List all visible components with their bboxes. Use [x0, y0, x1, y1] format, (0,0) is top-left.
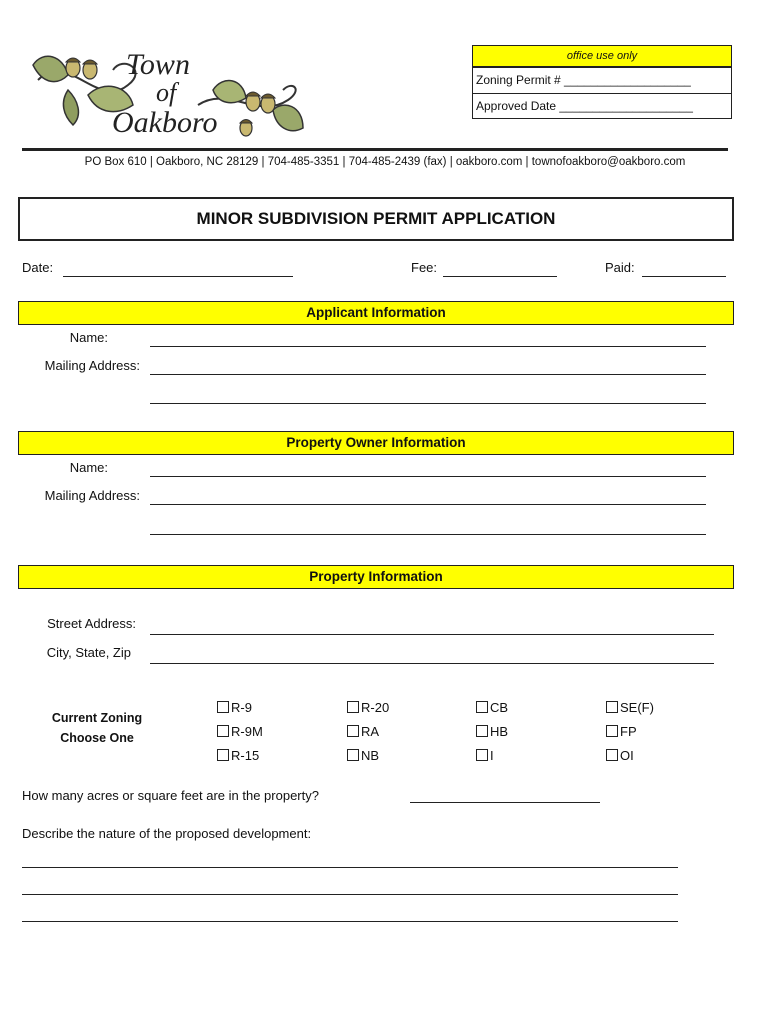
applicant-name-label: Name: [69, 330, 108, 345]
city-state-zip-line[interactable] [150, 663, 714, 664]
current-zoning-label [20, 708, 174, 748]
zoning-option-label: FP [620, 724, 637, 739]
zoning-option-label: R-9 [231, 700, 252, 715]
checkbox-icon[interactable] [606, 701, 618, 713]
zoning-option[interactable] [347, 700, 389, 715]
zoning-option-label: R-9M [231, 724, 263, 739]
checkbox-icon[interactable] [347, 725, 359, 737]
zoning-option[interactable] [347, 724, 379, 739]
describe-line-2[interactable] [22, 894, 678, 895]
date-line[interactable] [63, 276, 293, 277]
zoning-option-label: OI [620, 748, 634, 763]
street-address-label: Street Address: [47, 616, 136, 631]
logo-word-town: Town [126, 48, 190, 81]
checkbox-icon[interactable] [217, 725, 229, 737]
acres-answer-line[interactable] [410, 802, 600, 803]
describe-question: Describe the nature of the proposed development: [22, 826, 312, 841]
checkbox-icon[interactable] [606, 725, 618, 737]
checkbox-icon[interactable] [476, 701, 488, 713]
zoning-permit-field[interactable]: Zoning Permit # ___________________ [473, 67, 731, 93]
logo-word-oakboro: Oakboro [112, 106, 218, 139]
zoning-option-label: RA [361, 724, 380, 739]
date-label: Date: [22, 260, 54, 275]
current-zoning-line-2: Choose One [60, 731, 134, 745]
paid-line[interactable] [642, 276, 726, 277]
checkbox-icon[interactable] [347, 701, 359, 713]
checkbox-icon[interactable] [606, 749, 618, 761]
fee-line[interactable] [443, 276, 557, 277]
applicant-address-line-1[interactable] [150, 374, 706, 375]
zoning-option[interactable] [606, 748, 634, 763]
applicant-name-line[interactable] [150, 346, 706, 347]
zoning-option[interactable] [476, 748, 494, 763]
zoning-option-label: SE(F) [620, 700, 654, 715]
street-address-line[interactable] [150, 634, 714, 635]
acres-question: How many acres or square feet are in the property? [22, 788, 319, 803]
zoning-option[interactable] [217, 700, 252, 715]
zoning-option[interactable] [217, 748, 259, 763]
office-use-box [472, 45, 732, 119]
office-use-heading: office use only [473, 46, 731, 67]
checkbox-icon[interactable] [476, 749, 488, 761]
zoning-option[interactable] [606, 700, 654, 715]
form-title: MINOR SUBDIVISION PERMIT APPLICATION [18, 197, 734, 241]
zoning-option[interactable] [476, 700, 508, 715]
owner-name-label: Name: [69, 460, 108, 475]
applicant-address-line-2[interactable] [150, 403, 706, 404]
zoning-option-label: HB [490, 724, 509, 739]
zoning-option-label: R-15 [231, 748, 260, 763]
zoning-option[interactable] [347, 748, 379, 763]
owner-address-label: Mailing Address: [44, 488, 140, 503]
zoning-option[interactable] [606, 724, 637, 739]
zoning-option[interactable] [476, 724, 508, 739]
describe-line-1[interactable] [22, 867, 678, 868]
zoning-option[interactable] [217, 724, 263, 739]
approved-date-field[interactable]: Approved Date ____________________ [473, 93, 731, 119]
applicant-section-header: Applicant Information [18, 301, 734, 325]
checkbox-icon[interactable] [217, 701, 229, 713]
contact-line: PO Box 610 | Oakboro, NC 28129 | 704-485-3351 | 704-485-2439 (fax) | oakboro.com | townofoakboro@oakboro.com [84, 156, 686, 168]
property-section-header: Property Information [18, 565, 734, 589]
zoning-option-label: NB [361, 748, 380, 763]
zoning-option-label: R-20 [361, 700, 390, 715]
logo-word-of: of [156, 78, 177, 107]
owner-address-line-1[interactable] [150, 504, 706, 505]
checkbox-icon[interactable] [476, 725, 488, 737]
owner-name-line[interactable] [150, 476, 706, 477]
applicant-address-label: Mailing Address: [44, 358, 140, 373]
checkbox-icon[interactable] [217, 749, 229, 761]
zoning-option-label: CB [490, 700, 509, 715]
header-divider [22, 148, 728, 151]
town-logo [28, 40, 318, 150]
describe-line-3[interactable] [22, 921, 678, 922]
city-state-zip-label: City, State, Zip [46, 645, 131, 660]
checkbox-icon[interactable] [347, 749, 359, 761]
current-zoning-line-1: Current Zoning [51, 711, 143, 725]
owner-section-header: Property Owner Information [18, 431, 734, 455]
paid-label: Paid: [605, 260, 635, 275]
zoning-option-label: I [490, 748, 494, 763]
owner-address-line-2[interactable] [150, 534, 706, 535]
fee-label: Fee: [411, 260, 438, 275]
